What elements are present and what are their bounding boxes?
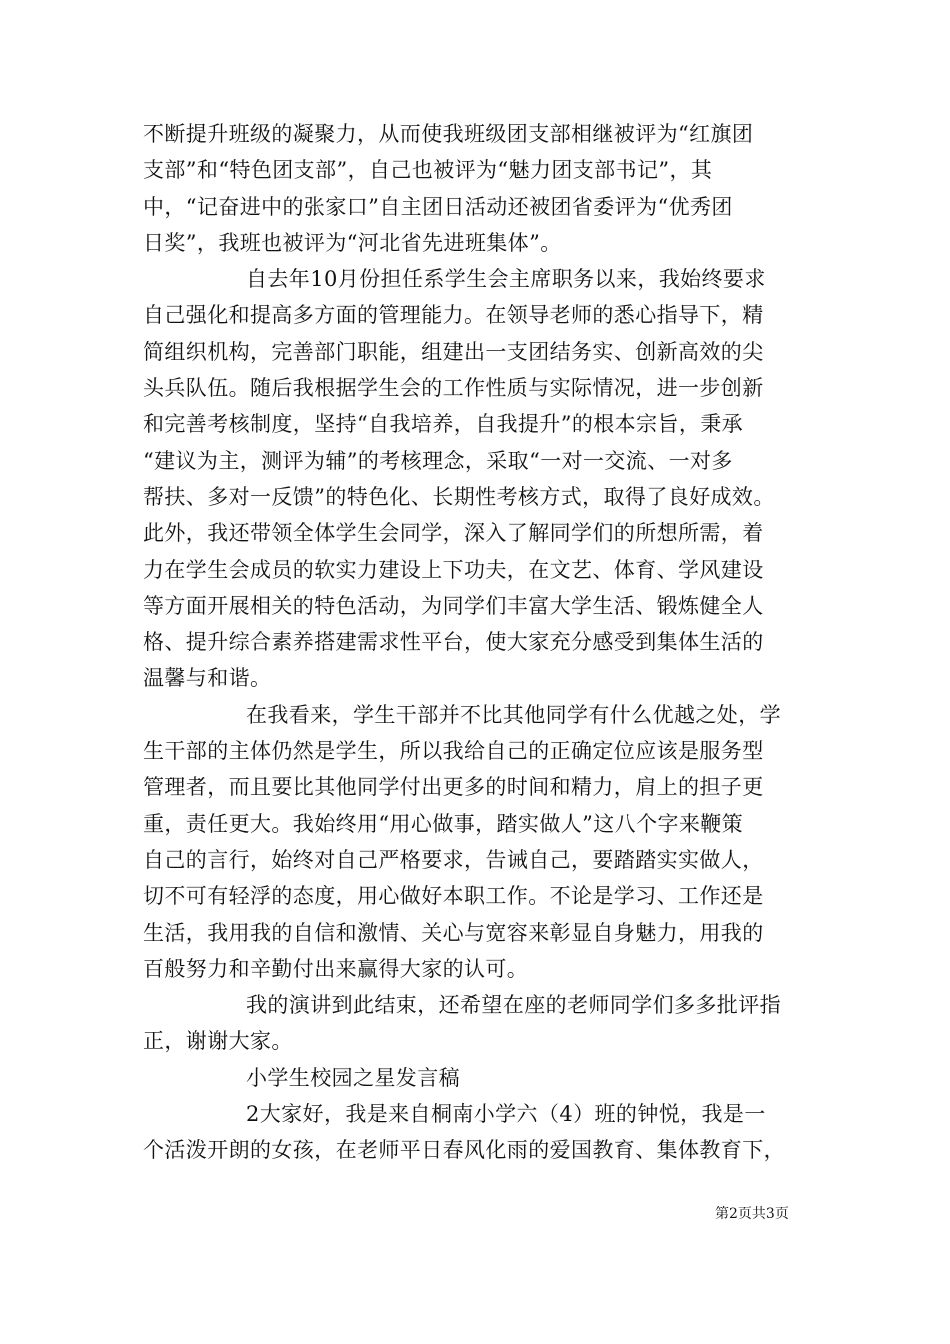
text-line: 百般努力和辛勤付出来赢得大家的认可。 bbox=[143, 956, 529, 981]
text-line: 切不可有轻浮的态度，用心做好本职工作。不论是学习、工作还是 bbox=[143, 884, 764, 909]
text-line: “建议为主，测评为辅”的考核理念，采取“一对一交流、一对多 bbox=[143, 448, 733, 473]
section-title: 小学生校园之星发言稿 bbox=[246, 1065, 460, 1090]
text-line: 力在学生会成员的软实力建设上下功夫，在文艺、体育、学风建设 bbox=[143, 557, 764, 582]
text-line: 重，责任更大。我始终用“用心做事，踏实做人”这八个字来鞭策 bbox=[143, 811, 744, 836]
document-body bbox=[143, 116, 823, 1169]
text-line: 格、提升综合素养搭建需求性平台，使大家充分感受到集体生活的 bbox=[143, 630, 764, 655]
text-line: 帮扶、多对一反馈”的特色化、长期性考核方式，取得了良好成效。 bbox=[143, 484, 775, 509]
text-line: 头兵队伍。随后我根据学生会的工作性质与实际情况，进一步创新 bbox=[143, 376, 764, 401]
text-line: 中，“记奋进中的张家口”自主团日活动还被团省委评为“优秀团 bbox=[143, 194, 733, 219]
text-line: 自己的言行，始终对自己严格要求，告诫自己，要踏踏实实做人， bbox=[143, 847, 764, 872]
page-number: 第2页共3页 bbox=[715, 1206, 789, 1222]
text-line: 不断提升班级的凝聚力，从而使我班级团支部相继被评为“红旗团 bbox=[143, 122, 754, 146]
text-line: 温馨与和谐。 bbox=[143, 666, 272, 691]
text-line: 此外，我还带领全体学生会同学，深入了解同学们的所想所需，着 bbox=[143, 521, 764, 546]
text-line: 生活，我用我的自信和激情、关心与宽容来彰显自身魅力，用我的 bbox=[143, 920, 764, 945]
text-line: 自去年10月份担任系学生会主席职务以来，我始终要求 bbox=[246, 267, 766, 292]
text-line: 自己强化和提高多方面的管理能力。在领导老师的悉心指导下，精 bbox=[143, 303, 764, 328]
text-line: 管理者，而且要比其他同学付出更多的时间和精力，肩上的担子更 bbox=[143, 775, 764, 800]
text-line: 生干部的主体仍然是学生，所以我给自己的正确定位应该是服务型 bbox=[143, 739, 764, 764]
text-line: 在我看来，学生干部并不比其他同学有什么优越之处，学 bbox=[246, 702, 781, 727]
text-line: 正，谢谢大家。 bbox=[143, 1029, 293, 1054]
text-line: 等方面开展相关的特色活动，为同学们丰富大学生活、锻炼健全人 bbox=[143, 593, 764, 618]
text-line: 日奖”，我班也被评为“河北省先进班集体”。 bbox=[143, 230, 562, 255]
text-line: 2大家好，我是来自桐南小学六（4）班的钟悦，我是一 bbox=[246, 1102, 766, 1127]
text-line: 支部”和“特色团支部”，自己也被评为“魅力团支部书记”，其 bbox=[143, 158, 713, 183]
text-line: 个活泼开朗的女孩，在老师平日春风化雨的爱国教育、集体教育下， bbox=[143, 1138, 785, 1163]
text-line: 简组织机构，完善部门职能，组建出一支团结务实、创新高效的尖 bbox=[143, 339, 764, 364]
text-line: 我的演讲到此结束，还希望在座的老师同学们多多批评指 bbox=[246, 993, 781, 1018]
text-line: 和完善考核制度，坚持“自我培养，自我提升”的根本宗旨，秉承 bbox=[143, 412, 744, 437]
